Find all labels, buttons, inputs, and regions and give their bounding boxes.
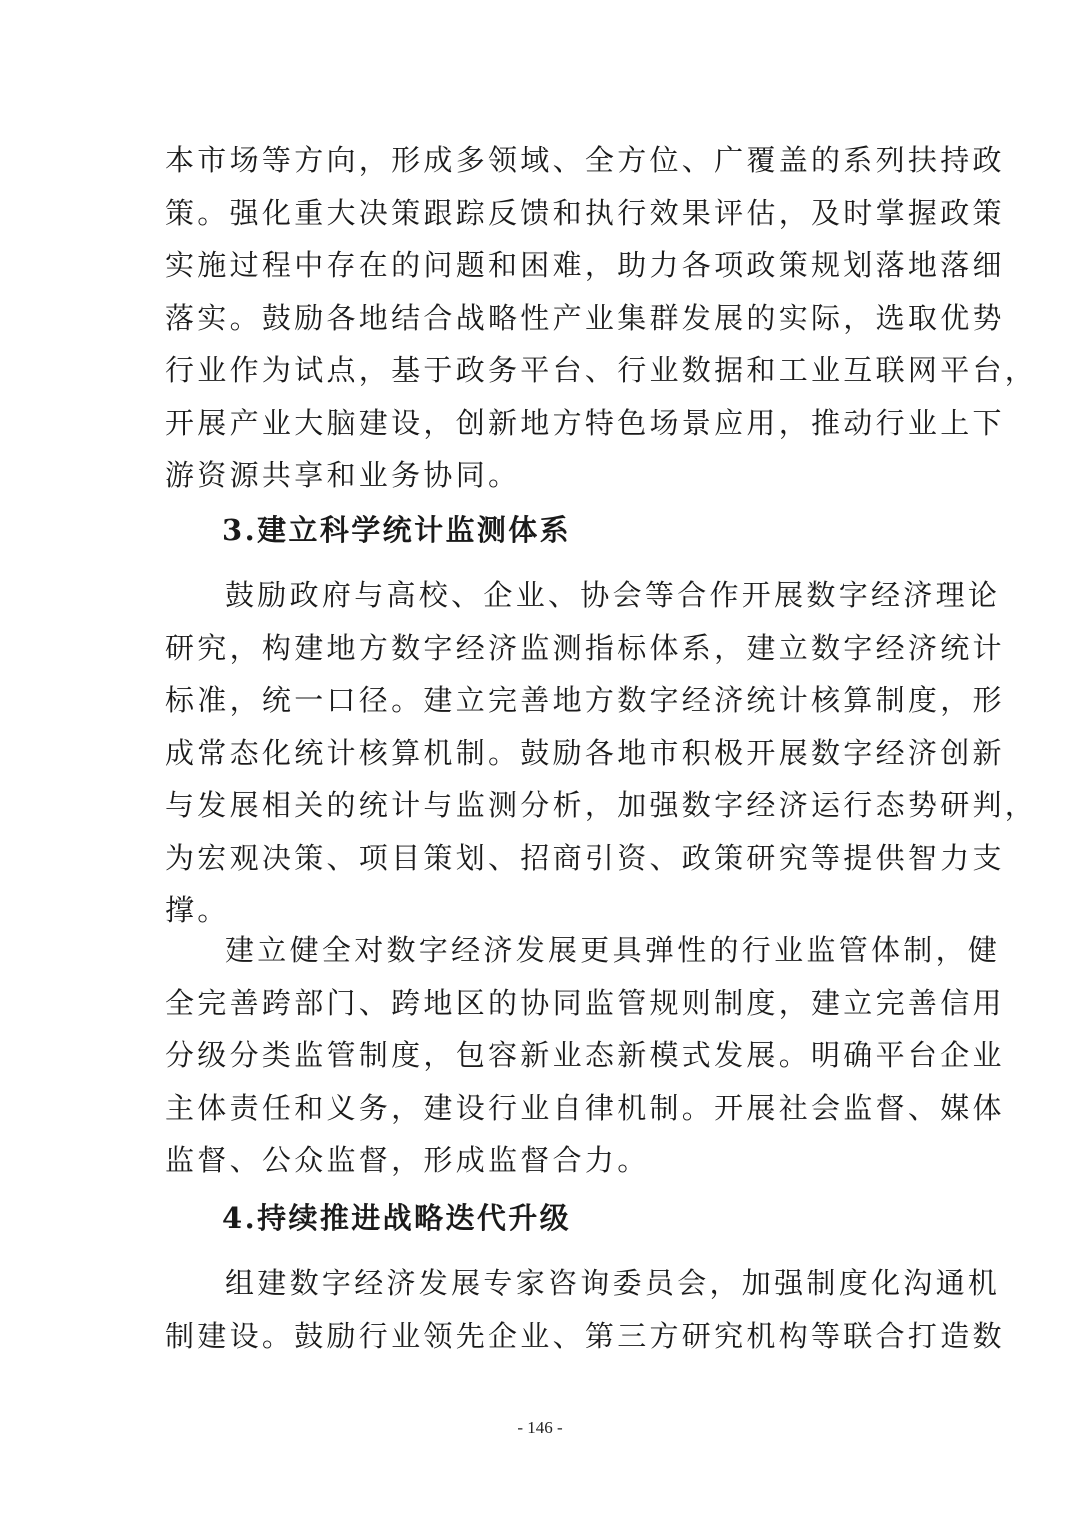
paragraph-line: 主体责任和义务，建设行业自律机制。开展社会监督、媒体 bbox=[165, 1090, 1005, 1125]
paragraph-line: 策。强化重大决策跟踪反馈和执行效果评估，及时掌握政策 bbox=[165, 195, 1005, 230]
section-3-paragraph-2 bbox=[165, 924, 1005, 1187]
paragraph-intro bbox=[165, 134, 1038, 502]
paragraph-line: 全完善跨部门、跨地区的协同监管规则制度，建立完善信用 bbox=[165, 985, 1005, 1020]
section-3-heading: 3.建立科学统计监测体系 bbox=[222, 513, 572, 547]
paragraph-line: 为宏观决策、项目策划、招商引资、政策研究等提供智力支 bbox=[165, 840, 1005, 875]
paragraph-line: 实施过程中存在的问题和困难，助力各项政策规划落地落细 bbox=[165, 248, 1005, 282]
paragraph-line: 开展产业大脑建设，创新地方特色场景应用，推动行业上下 bbox=[165, 405, 1005, 440]
section-4-heading: 4.持续推进战略迭代升级 bbox=[222, 1201, 572, 1235]
section-3-paragraph-1 bbox=[165, 569, 1038, 937]
paragraph-line: 研究，构建地方数字经济监测指标体系，建立数字经济统计 bbox=[165, 630, 1005, 665]
paragraph-line: 与发展相关的统计与监测分析，加强数字经济运行态势研判， bbox=[165, 788, 1038, 822]
paragraph-line: 行业作为试点，基于政务平台、行业数据和工业互联网平台， bbox=[165, 353, 1038, 387]
paragraph-line: 分级分类监管制度，包容新业态新模式发展。明确平台企业 bbox=[165, 1038, 1005, 1072]
paragraph-line: 撑。 bbox=[165, 893, 230, 927]
page-number: - 146 - bbox=[517, 1418, 563, 1437]
section-4-paragraph-1 bbox=[165, 1257, 1005, 1362]
paragraph-line: 监督、公众监督，形成监督合力。 bbox=[165, 1143, 650, 1177]
paragraph-line: 标准，统一口径。建立完善地方数字经济统计核算制度，形 bbox=[165, 683, 1005, 717]
paragraph-line: 成常态化统计核算机制。鼓励各地市积极开展数字经济创新 bbox=[165, 735, 1005, 770]
paragraph-line: 本市场等方向，形成多领域、全方位、广覆盖的系列扶持政 bbox=[165, 143, 1005, 177]
paragraph-line: 鼓励政府与高校、企业、协会等合作开展数字经济理论 bbox=[225, 578, 1001, 612]
paragraph-line: 建立健全对数字经济发展更具弹性的行业监管体制，健 bbox=[225, 933, 1001, 967]
paragraph-line: 组建数字经济发展专家咨询委员会，加强制度化沟通机 bbox=[225, 1266, 1001, 1300]
paragraph-line: 制建设。鼓励行业领先企业、第三方研究机构等联合打造数 bbox=[165, 1318, 1005, 1353]
paragraph-line: 游资源共享和业务协同。 bbox=[165, 458, 521, 492]
paragraph-line: 落实。鼓励各地结合战略性产业集群发展的实际，选取优势 bbox=[165, 300, 1005, 335]
